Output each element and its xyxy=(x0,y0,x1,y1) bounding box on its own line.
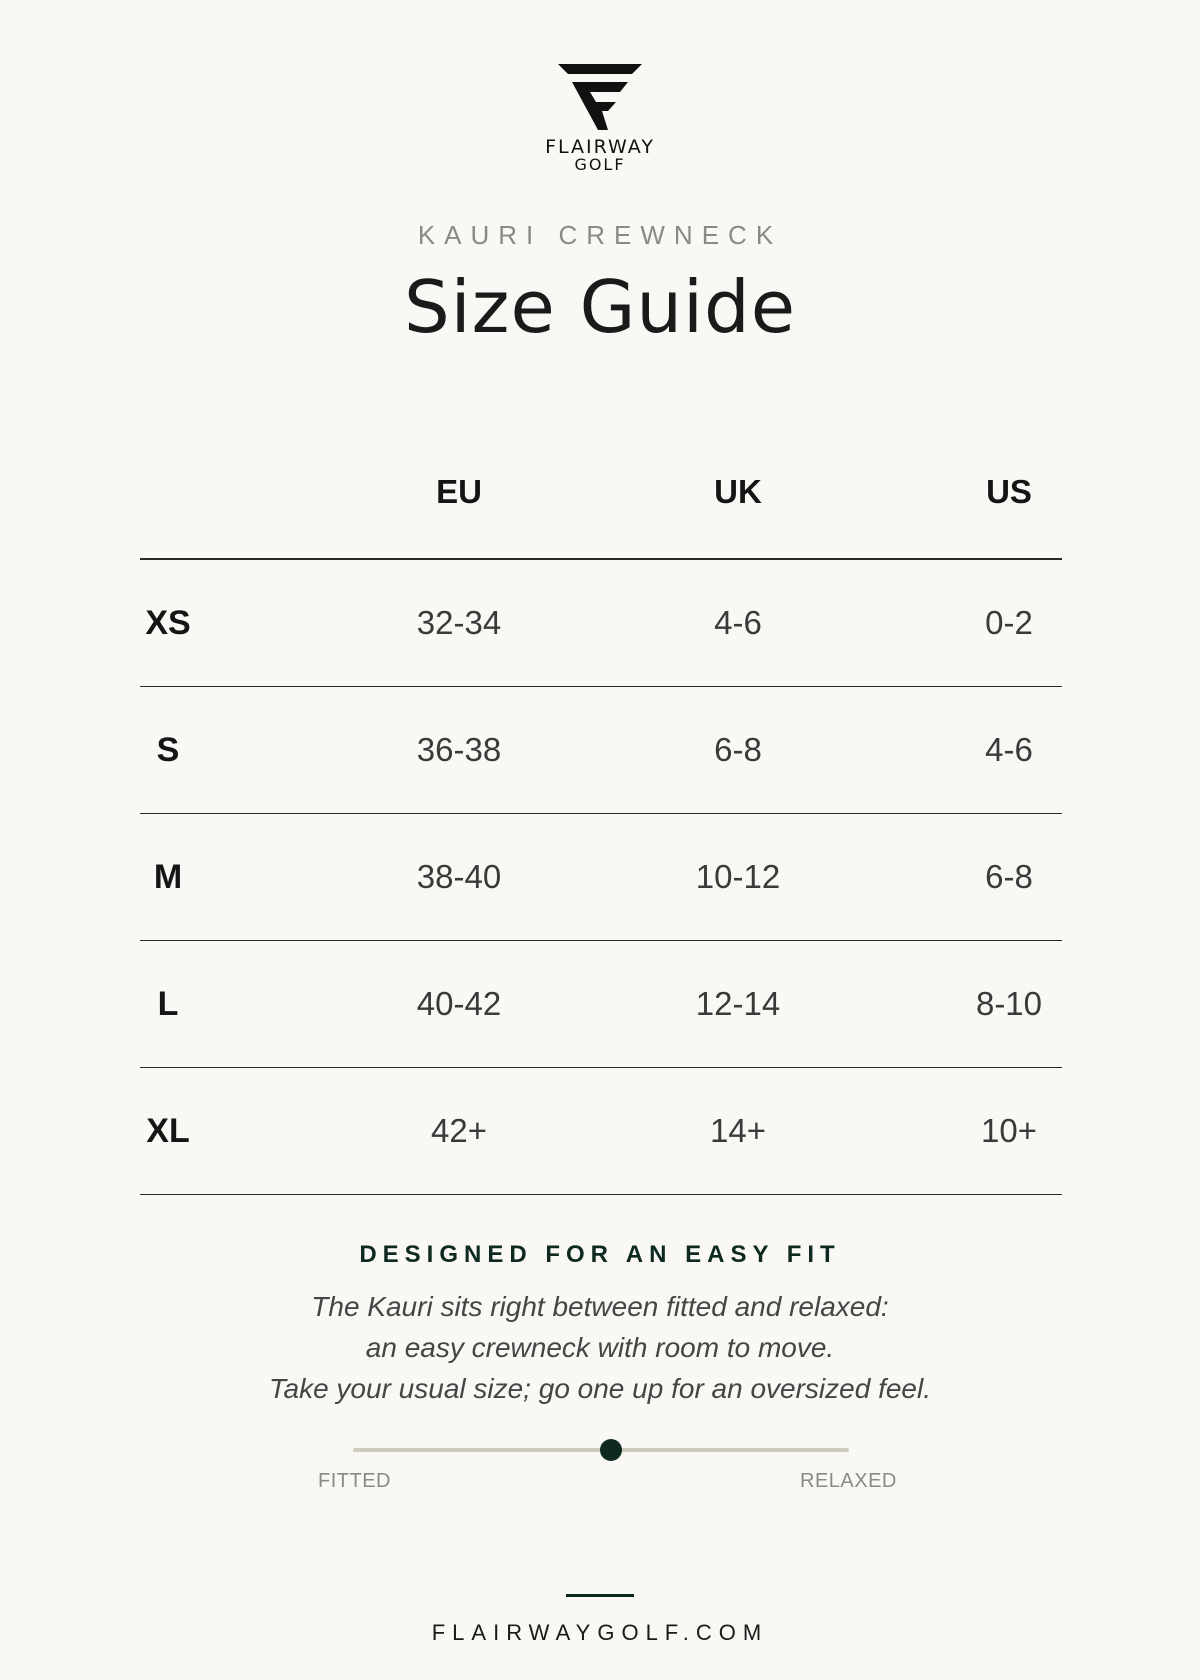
brand-sub: GOLF xyxy=(574,155,626,174)
uk-value: 12-14 xyxy=(695,985,781,1022)
footer-url: FLAIRWAYGOLF.COM xyxy=(431,1620,769,1645)
table-row xyxy=(140,941,1062,1068)
us-value: 4-6 xyxy=(985,731,1033,768)
page-title: Size Guide xyxy=(403,265,797,349)
eu-value: 32-34 xyxy=(416,604,502,641)
fit-scale-right-label: RELAXED xyxy=(800,1470,897,1492)
brand-name: FLAIRWAY xyxy=(545,136,655,158)
us-value: 6-8 xyxy=(985,858,1033,895)
table-row xyxy=(140,560,1062,687)
table-row xyxy=(140,1068,1062,1195)
fit-description xyxy=(0,1286,1200,1409)
uk-value: 10-12 xyxy=(695,858,781,895)
size-label: L xyxy=(157,984,179,1023)
size-label: XS xyxy=(145,603,191,642)
table-row xyxy=(140,814,1062,941)
header-cell-uk: UK xyxy=(714,473,762,510)
fit-scale-marker xyxy=(600,1439,622,1461)
fit-line: Take your usual size; go one up for an oversized feel. xyxy=(268,1373,932,1404)
fit-line: The Kauri sits right between fitted and relaxed: xyxy=(311,1291,889,1322)
fit-scale-left-label: FITTED xyxy=(318,1470,391,1492)
size-table xyxy=(140,430,1062,1195)
fit-scale-track xyxy=(353,1448,849,1452)
us-value: 8-10 xyxy=(975,985,1043,1022)
uk-value: 4-6 xyxy=(714,604,762,641)
product-name: KAURI CREWNECK xyxy=(417,220,783,250)
uk-value: 6-8 xyxy=(714,731,762,768)
size-label: XL xyxy=(146,1111,190,1150)
size-label: M xyxy=(153,857,183,896)
eu-value: 42+ xyxy=(431,1112,487,1149)
footer-divider xyxy=(566,1594,634,1597)
table-row xyxy=(140,687,1062,814)
uk-value: 14+ xyxy=(710,1112,766,1149)
header-cell-us: US xyxy=(986,473,1032,510)
eu-value: 38-40 xyxy=(416,858,502,895)
eu-value: 40-42 xyxy=(416,985,502,1022)
us-value: 0-2 xyxy=(985,604,1033,641)
header-cell-size xyxy=(68,430,268,554)
fit-heading: DESIGNED FOR AN EASY FIT xyxy=(359,1241,841,1268)
brand-logo xyxy=(0,64,1200,173)
eu-value: 36-38 xyxy=(416,731,502,768)
flairway-f-icon xyxy=(558,64,642,130)
table-header-row xyxy=(140,430,1062,560)
us-value: 10+ xyxy=(981,1112,1037,1149)
size-label: S xyxy=(156,730,180,769)
header-cell-eu: EU xyxy=(436,473,482,510)
fit-line: an easy crewneck with room to move. xyxy=(365,1332,835,1363)
